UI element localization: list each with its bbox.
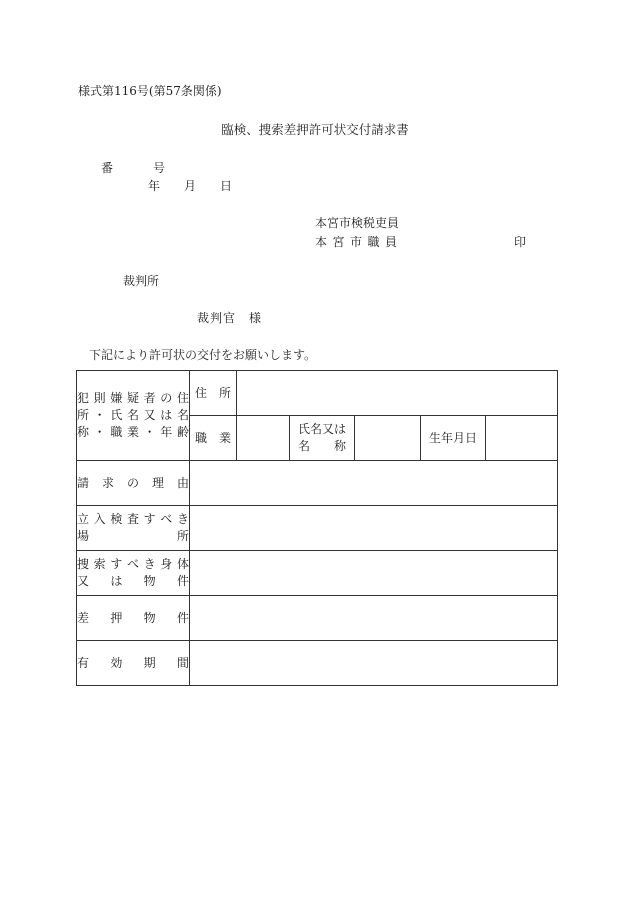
suspect-label-line: 所 ・ 氏 名 又 は 名 bbox=[77, 408, 189, 422]
name-label-line: 氏名又は bbox=[297, 422, 346, 436]
sender-inspector: 本宮市検税吏員 bbox=[315, 216, 400, 230]
court-label: 裁判所 bbox=[123, 274, 160, 288]
place-label-line: 場 所 bbox=[77, 529, 189, 543]
address-label: 住 所 bbox=[190, 371, 237, 416]
document-title: 臨検、捜索差押許可状交付請求書 bbox=[221, 122, 409, 137]
request-form-table bbox=[76, 370, 558, 686]
name-field[interactable] bbox=[355, 416, 421, 461]
seized-items-label: 差 押 物 件 bbox=[77, 596, 190, 641]
search-target-field[interactable] bbox=[190, 551, 558, 596]
validity-period-field[interactable] bbox=[190, 641, 558, 686]
search-label-line: 又 は 物 件 bbox=[77, 574, 189, 588]
birthdate-field[interactable] bbox=[486, 416, 558, 461]
name-label-line: 名 称 bbox=[297, 439, 346, 453]
suspect-label bbox=[77, 371, 190, 461]
request-statement: 下記により許可状の交付をお願いします。 bbox=[89, 348, 317, 362]
month-label: 月 bbox=[184, 179, 197, 193]
occupation-label: 職 業 bbox=[190, 416, 237, 461]
suspect-label-line: 称 ・ 職 業 ・ 年 齢 bbox=[77, 425, 189, 439]
reason-label: 請 求 の 理 由 bbox=[77, 461, 190, 506]
day-label: 日 bbox=[220, 179, 233, 193]
sender-staff: 本宮市職員 bbox=[315, 235, 403, 249]
validity-period-label: 有 効 期 間 bbox=[77, 641, 190, 686]
birthdate-label: 生年月日 bbox=[421, 416, 486, 461]
search-label-line: 捜 索 す べ き 身 体 bbox=[77, 557, 189, 571]
reason-field[interactable] bbox=[190, 461, 558, 506]
name-label bbox=[290, 416, 355, 461]
place-label-line: 立 入 検 査 す べ き bbox=[77, 512, 189, 526]
inspection-place-label bbox=[77, 506, 190, 551]
judge-label: 裁判官 様 bbox=[197, 311, 263, 325]
occupation-field[interactable] bbox=[237, 416, 290, 461]
seized-items-field[interactable] bbox=[190, 596, 558, 641]
search-target-label bbox=[77, 551, 190, 596]
year-label: 年 bbox=[148, 179, 161, 193]
form-number: 様式第116号(第57条関係) bbox=[78, 84, 222, 98]
address-field[interactable] bbox=[237, 371, 558, 416]
seal-mark: 印 bbox=[514, 235, 527, 249]
number-label: 番 号 bbox=[101, 161, 180, 175]
suspect-label-line: 犯 則 嫌 疑 者 の 住 bbox=[77, 391, 189, 405]
inspection-place-field[interactable] bbox=[190, 506, 558, 551]
